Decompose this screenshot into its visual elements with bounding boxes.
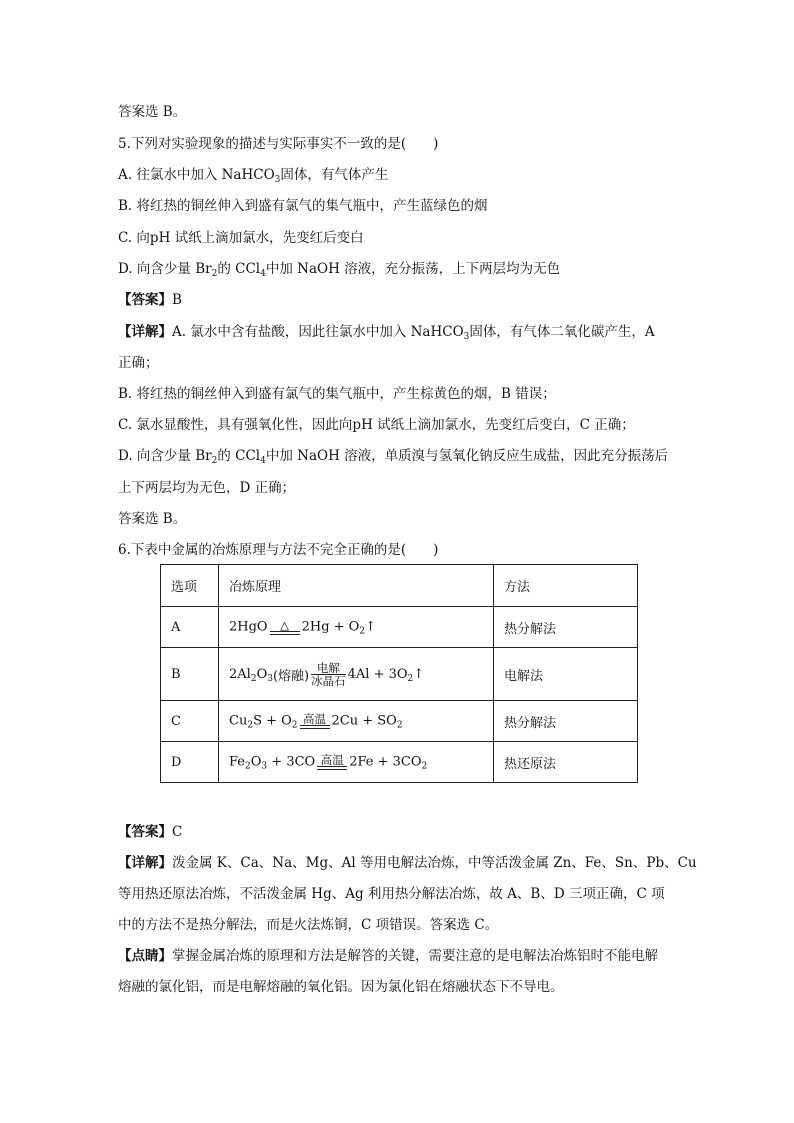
reaction-condition: △ xyxy=(270,619,300,635)
q5-explain-a-cont: 正确； xyxy=(118,355,159,371)
row-reaction: $Fe_2O_3 + 3CO$ 高温 $2Fe + 3CO_2$ xyxy=(219,742,494,783)
table-row xyxy=(161,648,638,701)
q5-option-d: D. 向含少量 $Br_2$的 CCl$_4$中加 NaOH 溶液，充分振荡，上下两层均为无色 xyxy=(118,261,561,279)
header-principle: 冶炼原理 xyxy=(219,565,494,607)
q5-explain-d: D. 向含少量 $Br_2$的 CCl$_4$中加 NaOH 溶液，单质溴与氢氧化钠反应生成盐，因此充分振荡后 xyxy=(118,448,669,466)
row-reaction: 2HgO △ $2Hg + O_2↑$ xyxy=(219,607,494,648)
header-option: 选项 xyxy=(161,565,219,607)
table-row xyxy=(161,701,638,742)
q5-explain-d-cont: 上下两层均为无色，D 正确； xyxy=(118,480,296,496)
question-5-stem: 5.下列对实验现象的描述与实际事实不一致的是( ) xyxy=(118,136,439,152)
question-6-stem: 6.下表中金属的冶炼原理与方法不完全正确的是( ) xyxy=(118,542,439,558)
metal-smelting-table xyxy=(160,564,638,783)
row-option: B xyxy=(161,648,219,701)
row-method: 热分解法 xyxy=(494,701,638,742)
prev-answer-choice: 答案选 B。 xyxy=(118,104,187,120)
q6-point-2: 熔融的氯化铝，而是电解熔融的氧化铝。因为氯化铝在熔融状态下不导电。 xyxy=(118,979,564,995)
q5-option-c: C. 向pH 试纸上滴加氯水，先变红后变白 xyxy=(118,230,364,246)
q6-explain-1: 【详解】泼金属 K、Ca、Na、Mg、Al 等用电解法冶炼，中等活泼金属 Zn、Fe、Sn、Pb、Cu xyxy=(118,855,697,871)
q6-answer: 【答案】C xyxy=(118,824,183,840)
q5-option-b: B. 将红热的铜丝伸入到盛有氯气的集气瓶中，产生蓝绿色的烟 xyxy=(118,198,488,214)
q6-explain-2: 等用热还原法冶炼，不活泼金属 Hg、Ag 利用热分解法冶炼，故 A、B、D 三项正确，C 项 xyxy=(118,886,665,902)
table-row xyxy=(161,607,638,648)
row-method: 电解法 xyxy=(494,648,638,701)
row-method: 热分解法 xyxy=(494,607,638,648)
q5-option-a: A. 往氯水中加入 NaHCO$_3$固体，有气体产生 xyxy=(118,167,389,185)
table-row xyxy=(161,742,638,783)
row-reaction: $Cu_2S + O_2$ 高温 $2Cu + SO_2$ xyxy=(219,701,494,742)
reaction-condition: 电解 冰晶石 xyxy=(311,660,346,688)
q5-final-answer: 答案选 B。 xyxy=(118,511,187,527)
q5-explain-a: 【详解】A. 氯水中含有盐酸，因此往氯水中加入 NaHCO$_3$固体，有气体二氧化碳产生，A xyxy=(118,324,655,342)
header-method: 方法 xyxy=(494,565,638,607)
q5-answer: 【答案】B xyxy=(118,292,182,308)
q5-explain-c: C. 氯水显酸性，具有强氧化性，因此向pH 试纸上滴加氯水，先变红后变白，C 正确； xyxy=(118,417,635,433)
q5-explain-b: B. 将红热的铜丝伸入到盛有氯气的集气瓶中，产生棕黄色的烟，B 错误； xyxy=(118,386,556,402)
q6-point-1: 【点睛】掌握金属冶炼的原理和方法是解答的关键，需要注意的是电解法冶炼铝时不能电解 xyxy=(118,948,658,964)
row-option: A xyxy=(161,607,219,648)
reaction-condition: 高温 xyxy=(300,713,330,729)
table-header-row xyxy=(161,565,638,607)
row-reaction: $2Al_2O_3$(熔融) 电解 冰晶石 $4Al + 3O_2↑$ xyxy=(219,648,494,701)
row-method: 热还原法 xyxy=(494,742,638,783)
row-option: C xyxy=(161,701,219,742)
row-option: D xyxy=(161,742,219,783)
reaction-condition: 高温 xyxy=(317,754,347,770)
q6-explain-3: 中的方法不是热分解法，而是火法炼铜，C 项错误。答案选 C。 xyxy=(118,917,499,933)
